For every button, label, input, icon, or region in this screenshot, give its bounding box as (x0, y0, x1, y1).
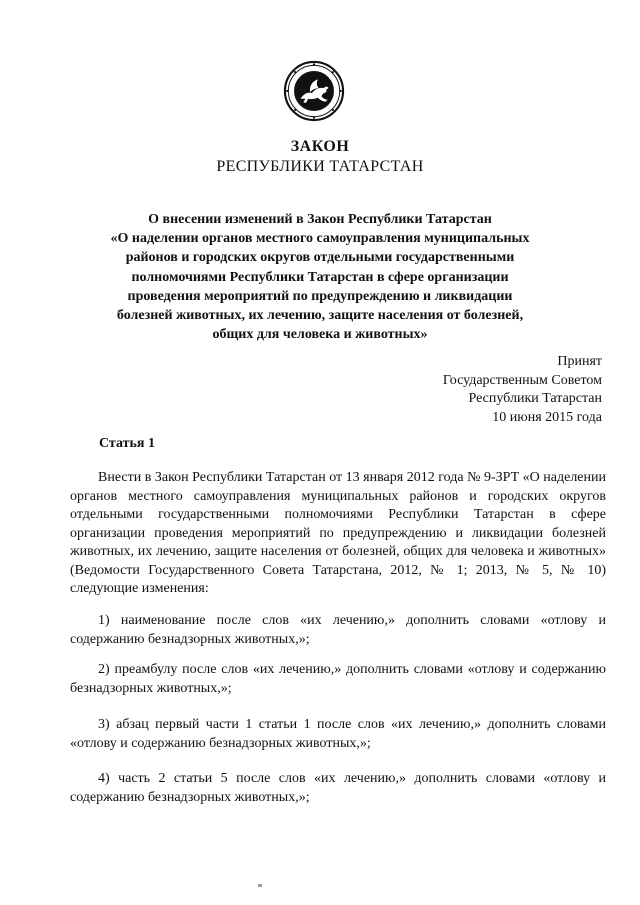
scan-mark (258, 884, 262, 887)
amendment-item: 1) наименование после слов «их лечению,» дополнить словами «отлову и содержанию безнадзорных животных,»; (70, 613, 606, 647)
law-title: ЗАКОН (290, 138, 350, 155)
amendment-item: 4) часть 2 статьи 5 после слов «их лечению,» дополнить словами «отлову и содержанию безнадзорных животных,»; (70, 771, 606, 805)
adoption-line: Республики Татарстан (468, 391, 602, 406)
article-title: Статья 1 (99, 436, 155, 451)
amendment-item: 2) преамбулу после слов «их лечению,» дополнить словами «отлову и содержанию безнадзорных животных,»; (70, 662, 606, 696)
heading-line: общих для человека и животных» (212, 327, 428, 343)
heading-line: районов и городских округов отдельными государственными (125, 250, 515, 266)
coat-of-arms-icon (283, 60, 345, 122)
heading-line: болезней животных, их лечению, защите населения от болезней, (116, 308, 524, 324)
heading-line: полномочиями Республики Татарстан в сфере организации (131, 269, 509, 285)
adoption-line: Государственным Советом (442, 372, 602, 388)
law-subtitle: РЕСПУБЛИКИ ТАТАРСТАН (216, 158, 424, 175)
law-heading (90, 210, 550, 344)
heading-line: проведения мероприятий по предупреждению и ликвидации (127, 288, 513, 304)
adoption-date: 10 июня 2015 года (492, 409, 602, 425)
amendment-item: 3) абзац первый части 1 статьи 1 после слов «их лечению,» дополнить словами «отлову и содержанию безнадзорных животных,»; (70, 717, 606, 751)
heading-line: О внесении изменений в Закон Республики Татарстан (148, 212, 492, 227)
adoption-line: Принят (557, 354, 602, 369)
heading-line: «О наделении органов местного самоуправления муниципальных (110, 231, 530, 247)
article-intro-paragraph: Внести в Закон Республики Татарстан от 13 января 2012 года № 9-ЗРТ «О наделении органов местного самоуправления муниципальных районов и городских округов отдельными государственными полномочиями Республики Татарстан в сфере организации проведения мероприятий по предупреждению и ликвидации болезней животных, их лечению, защите населения от болезней, общих для человека и животных» (Ведомости Государственного Совета Татарстана, 2012, № 1; 2013, № 5, № 10) следующие изменения: (70, 470, 606, 596)
adoption-block (443, 353, 602, 427)
